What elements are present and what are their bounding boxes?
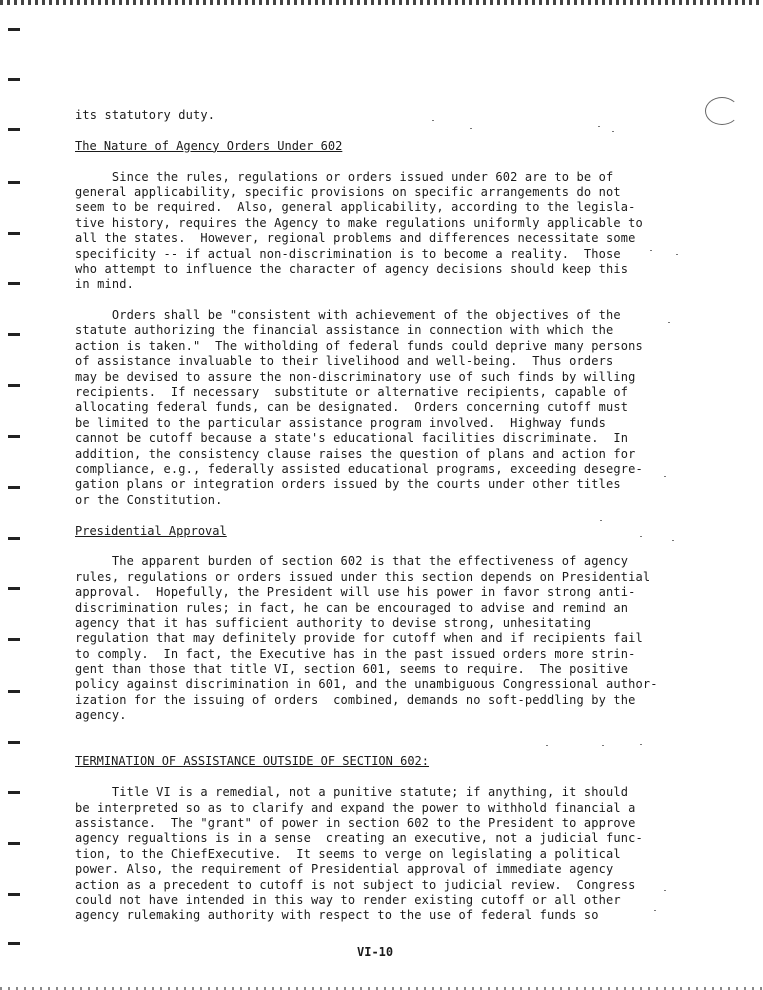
text-line: gation plans or integration orders issued by the courts under other titles	[75, 477, 621, 492]
text-line: discrimination rules; in fact, he can be encouraged to advise and remind an	[75, 600, 629, 615]
paragraph	[75, 308, 680, 508]
text-line: rules, regulations or orders issued under this section depends on Presidential	[75, 569, 651, 584]
text-line: be limited to the particular assistance program involved. Highway funds	[75, 415, 606, 430]
intro-line: its statutory duty.	[75, 108, 216, 122]
text-line: all the states. However, regional problems and differences necessitate some	[75, 231, 636, 246]
text-line: who attempt to influence the character of agency decisions should keep this	[75, 261, 629, 276]
text-line: regulation that may definitely provide for cutoff when and if recipients fail	[75, 631, 643, 646]
margin-tick	[8, 486, 20, 489]
text-line: could not have intended in this way to render existing cutoff or all other	[75, 892, 621, 907]
text-line: ization for the issuing of orders combined, demands no soft-peddling by the	[75, 692, 636, 707]
margin-tick	[8, 435, 20, 438]
text-line: of assistance invaluable to their livelihood and well-being. Thus orders	[75, 354, 614, 369]
text-line: gent than those that title VI, section 601, seems to require. The positive	[75, 662, 629, 677]
margin-tick	[8, 638, 20, 641]
section-heading-presidential-approval: Presidential Approval	[75, 523, 227, 538]
margin-tick	[8, 741, 20, 744]
text-line: assistance. The "grant" of power in section 602 to the President to approve	[75, 815, 636, 830]
text-line: action as a precedent to cutoff is not subject to judicial review. Congress	[75, 877, 636, 892]
margin-tick	[8, 537, 20, 540]
margin-tick	[8, 587, 20, 590]
margin-tick	[8, 232, 20, 235]
text-line: action is taken." The witholding of federal funds could deprive many persons	[75, 338, 643, 353]
paragraph	[75, 785, 680, 924]
text-line: power. Also, the requirement of Presidential approval of immediate agency	[75, 862, 614, 877]
margin-tick	[8, 690, 20, 693]
text-line: tion, to the ChiefExecutive. It seems to verge on legislating a political	[75, 846, 621, 861]
margin-tick	[8, 282, 20, 285]
margin-tick	[8, 181, 20, 184]
text-line: to comply. In fact, the Executive has in the past issued orders more strin-	[75, 646, 636, 661]
margin-tick	[8, 942, 20, 945]
margin-tick	[8, 893, 20, 896]
text-line: tive history, requires the Agency to make regulations uniformly applicable to	[75, 215, 643, 230]
punch-hole-mark	[705, 97, 739, 125]
margin-tick	[8, 28, 20, 31]
text-line: agency regualtions is in a sense creating an executive, not a judicial func-	[75, 831, 643, 846]
text-line: Title VI is a remedial, not a punitive statute; if anything, it should	[75, 785, 629, 800]
page-number: VI-10	[357, 945, 394, 959]
text-line: compliance, e.g., federally assisted educational programs, exceeding desegre-	[75, 461, 643, 476]
text-line: specificity -- if actual non-discrimination is to become a reality. Those	[75, 246, 621, 261]
text-line: recipients. If necessary substitute or alternative recipients, capable of	[75, 385, 629, 400]
text-line: allocating federal funds, can be designated. Orders concerning cutoff must	[75, 400, 629, 415]
text-line: agency rulemaking authority with respect to the use of federal funds so	[75, 908, 599, 923]
text-line: general applicability, specific provisions on specific arrangements do not	[75, 184, 621, 199]
margin-tick	[8, 78, 20, 81]
paragraph	[75, 554, 680, 723]
margin-tick	[8, 791, 20, 794]
section-heading-agency-orders: The Nature of Agency Orders Under 602	[75, 138, 343, 153]
text-line: Since the rules, regulations or orders issued under 602 are to be of	[75, 169, 614, 184]
document-body	[75, 108, 680, 924]
text-line: cannot be cutoff because a state's educational facilities discriminate. In	[75, 431, 629, 446]
text-line: be interpreted so as to clarify and expand the power to withhold financial a	[75, 800, 636, 815]
text-line: in mind.	[75, 277, 134, 292]
text-line: Orders shall be "consistent with achievement of the objectives of the	[75, 308, 621, 323]
margin-tick	[8, 842, 20, 845]
text-line: agency that it has sufficient authority to devise strong, unhesitating	[75, 615, 592, 630]
margin-tick	[8, 384, 20, 387]
text-line: statute authorizing the financial assistance in connection with which the	[75, 323, 614, 338]
margin-tick	[8, 128, 20, 131]
paragraph	[75, 170, 680, 293]
margin-tick	[8, 333, 20, 336]
text-line: seem to be required. Also, general applicability, according to the legisla-	[75, 200, 636, 215]
text-line: policy against discrimination in 601, and the unambiguous Congressional author-	[75, 677, 658, 692]
text-line: addition, the consistency clause raises the question of plans and action for	[75, 446, 636, 461]
section-heading-termination: TERMINATION OF ASSISTANCE OUTSIDE OF SECTION 602:	[75, 754, 430, 769]
text-line: may be devised to assure the non-discriminatory use of such finds by willing	[75, 369, 636, 384]
text-line: agency.	[75, 708, 127, 723]
text-line: approval. Hopefully, the President will use his power in favor strong anti-	[75, 585, 636, 600]
text-line: The apparent burden of section 602 is that the effectiveness of agency	[75, 554, 629, 569]
text-line: or the Constitution.	[75, 492, 223, 507]
page-top-edge	[0, 0, 763, 5]
